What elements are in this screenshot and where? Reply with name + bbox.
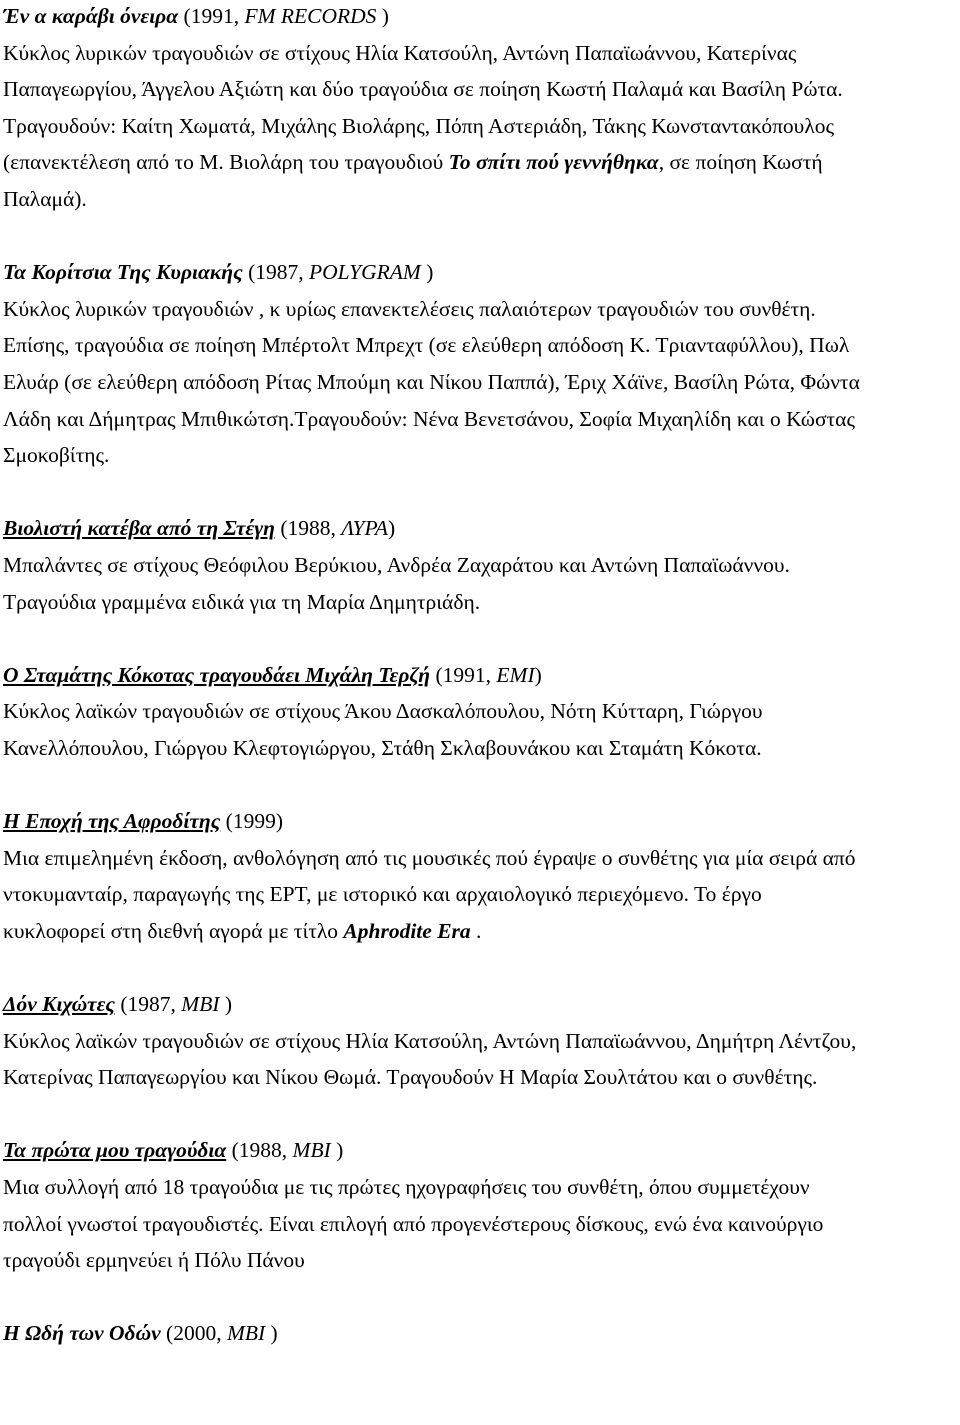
entry-heading (3, 510, 955, 547)
description-text: Λάδη και Δήμητρας Μπιθικώτση.Τραγουδούν: Νένα Βενετσάνου, Σοφία Μιχαηλίδη και ο Κώστας (3, 406, 855, 431)
release-info-close: ) (219, 992, 233, 1017)
description-text: Κανελλόπουλου, Γιώργου Κλεφτογιώργου, Στάθη Σκλαβουνάκου και Σταμάτη Κόκοτα. (3, 735, 762, 760)
record-label: MBI (181, 992, 220, 1017)
record-label: MBI (292, 1138, 331, 1163)
album-title: Τα Κορίτσια Της Κυριακής (3, 260, 243, 285)
description-line (3, 291, 955, 328)
record-label: MBI (226, 1321, 266, 1346)
description-text: . (470, 918, 482, 943)
album-title: Τα πρώτα μου τραγούδια (3, 1138, 227, 1163)
description-line (3, 144, 955, 181)
entry-heading (3, 1132, 955, 1169)
document-page (3, 0, 955, 1352)
entry-heading (3, 0, 955, 35)
entry-spacer (3, 620, 955, 657)
description-line (3, 35, 955, 72)
entry-spacer (3, 1279, 955, 1316)
description-line (3, 1023, 955, 1060)
album-title: Η Εποχή της Αφροδίτης (3, 809, 221, 834)
release-info-close: ) (376, 4, 389, 28)
release-info: (1987, (114, 992, 182, 1017)
description-text: , σε ποίηση Κωστή (658, 150, 823, 175)
release-info: (2000, (160, 1321, 227, 1346)
description-text: Σμοκοβίτης. (3, 443, 110, 468)
entry-heading (3, 986, 955, 1023)
discography-entry (3, 986, 955, 1096)
discography-entry (3, 1132, 955, 1278)
description-line (3, 693, 955, 730)
album-title: Έν α καράβι όνειρα (3, 4, 179, 28)
entry-heading (3, 657, 955, 694)
entry-heading (3, 254, 955, 291)
release-info: (1991, (430, 662, 497, 687)
description-line (3, 547, 955, 584)
description-line (3, 181, 955, 218)
record-label: FM RECORDS (244, 4, 377, 28)
description-text: Ελυάρ (σε ελεύθερη απόδοση Ρίτας Μπούμη και Νίκου Παππά), Έριχ Χάϊνε, Βασίλη Ρώτα, Φώντα (3, 369, 860, 394)
description-line (3, 108, 955, 145)
description-text: κυκλοφορεί στη διεθνή αγορά με τίτλο (3, 918, 344, 943)
release-info-close: ) (420, 260, 434, 285)
entry-spacer (3, 1096, 955, 1133)
description-line (3, 913, 955, 950)
description-text: Τραγουδούν: Καίτη Χωματά, Μιχάλης Βιολάρης, Πόπη Αστεριάδη, Τάκης Κωνσταντακόπουλος (3, 113, 835, 138)
release-info-close: ) (387, 516, 396, 541)
entry-spacer (3, 949, 955, 986)
discography-entry (3, 254, 955, 474)
description-line (3, 364, 955, 401)
entry-spacer (3, 766, 955, 803)
description-text: Μια επιμελημένη έκδοση, ανθολόγηση από τις μουσικές πού έγραψε ο συνθέτης για μία σειρά από (3, 845, 856, 870)
description-text: Κύκλος λυρικών τραγουδιών , κ υρίως επανεκτελέσεις παλαιότερων τραγουδιών του συνθέτη. (3, 296, 816, 321)
record-label: EMI (496, 662, 535, 687)
song-title: Το σπίτι πού γεννήθηκα (448, 150, 659, 175)
description-line (3, 1242, 955, 1279)
discography-entry (3, 803, 955, 949)
song-title: Aphrodite Era (343, 918, 471, 943)
description-line (3, 584, 955, 621)
description-text: (επανεκτέλεση από το Μ. Βιολάρη του τραγουδιού (3, 150, 449, 175)
discography-entry (3, 510, 955, 620)
description-line (3, 1169, 955, 1206)
description-text: Κύκλος λαϊκών τραγουδιών σε στίχους Ηλία Κατσούλη, Αντώνη Παπαϊωάννου, Δημήτρη Λέντζου, (3, 1028, 857, 1053)
description-text: ντοκυμανταίρ, παραγωγής της ΕΡΤ, με ιστορικό και αρχαιολογικό περιεχόμενο. Το έργο (3, 882, 762, 907)
entry-spacer (3, 218, 955, 255)
release-info-close: ) (534, 662, 542, 687)
entry-spacer (3, 474, 955, 511)
discography-entry (3, 657, 955, 767)
description-text: τραγούδι ερμηνεύει ή Πόλυ Πάνου (3, 1248, 305, 1273)
description-line (3, 876, 955, 913)
description-text: Επίσης, τραγούδια σε ποίηση Μπέρτολτ Μπρεχτ (σε ελεύθερη απόδοση Κ. Τριανταφύλλου), Πωλ (3, 333, 850, 358)
description-text: Κύκλος λυρικών τραγουδιών σε στίχους Ηλία Κατσούλη, Αντώνη Παπαϊωάννου, Κατερίνας (3, 40, 797, 65)
description-line (3, 437, 955, 474)
album-title: Βιολιστή κατέβα από τη Στέγη (3, 516, 275, 541)
album-title: Ο Σταμάτης Κόκοτας τραγουδάει Μιχάλη Τερζή (3, 662, 431, 687)
description-text: Μια συλλογή από 18 τραγούδια με τις πρώτες ηχογραφήσεις του συνθέτη, όπου συμμετέχουν (3, 1175, 810, 1199)
description-line (3, 1206, 955, 1243)
description-text: Παπαγεωργίου, Άγγελου Αξιώτη και δύο τραγούδια σε ποίηση Κωστή Παλαμά και Βασίλη Ρώτα. (3, 77, 843, 102)
description-text: Μπαλάντες σε στίχους Θεόφιλου Βερύκιου, Ανδρέα Ζαχαράτου και Αντώνη Παπαϊωάννου. (3, 552, 790, 577)
discography-entry (3, 0, 955, 218)
release-info: (1999) (220, 809, 283, 834)
release-info: (1987, (242, 260, 309, 285)
entry-heading (3, 803, 955, 840)
description-line (3, 730, 955, 767)
description-text: Κατερίνας Παπαγεωργίου και Νίκου Θωμά. Τραγουδούν Η Μαρία Σουλτάτου και ο συνθέτης. (3, 1065, 818, 1090)
release-info-close: ) (330, 1138, 344, 1163)
release-info: (1988, (226, 1138, 293, 1163)
description-text: Κύκλος λαϊκών τραγουδιών σε στίχους Άκου Δασκαλόπουλου, Νότη Κύτταρη, Γιώργου (3, 699, 763, 724)
entry-heading (3, 1315, 955, 1352)
description-line (3, 71, 955, 108)
release-info-close: ) (265, 1321, 278, 1346)
release-info: (1991, (178, 4, 245, 28)
release-info: (1988, (274, 516, 342, 541)
record-label: POLYGRAM (308, 260, 421, 285)
description-line (3, 401, 955, 438)
description-text: Παλαμά). (3, 186, 87, 211)
album-title: Δόν Κιχώτες (3, 992, 115, 1017)
album-title: Η Ωδή των Οδών (3, 1321, 161, 1346)
record-label: ΛΥΡΑ (341, 516, 388, 541)
description-text: Τραγούδια γραμμένα ειδικά για τη Μαρία Δημητριάδη. (3, 589, 481, 614)
discography-entry (3, 1315, 955, 1352)
description-text: πολλοί γνωστοί τραγουδιστές. Είναι επιλογή από προγενέστερους δίσκους, ενώ ένα καινούργιο (3, 1211, 824, 1236)
description-line (3, 1059, 955, 1096)
description-line (3, 327, 955, 364)
description-line (3, 840, 955, 877)
